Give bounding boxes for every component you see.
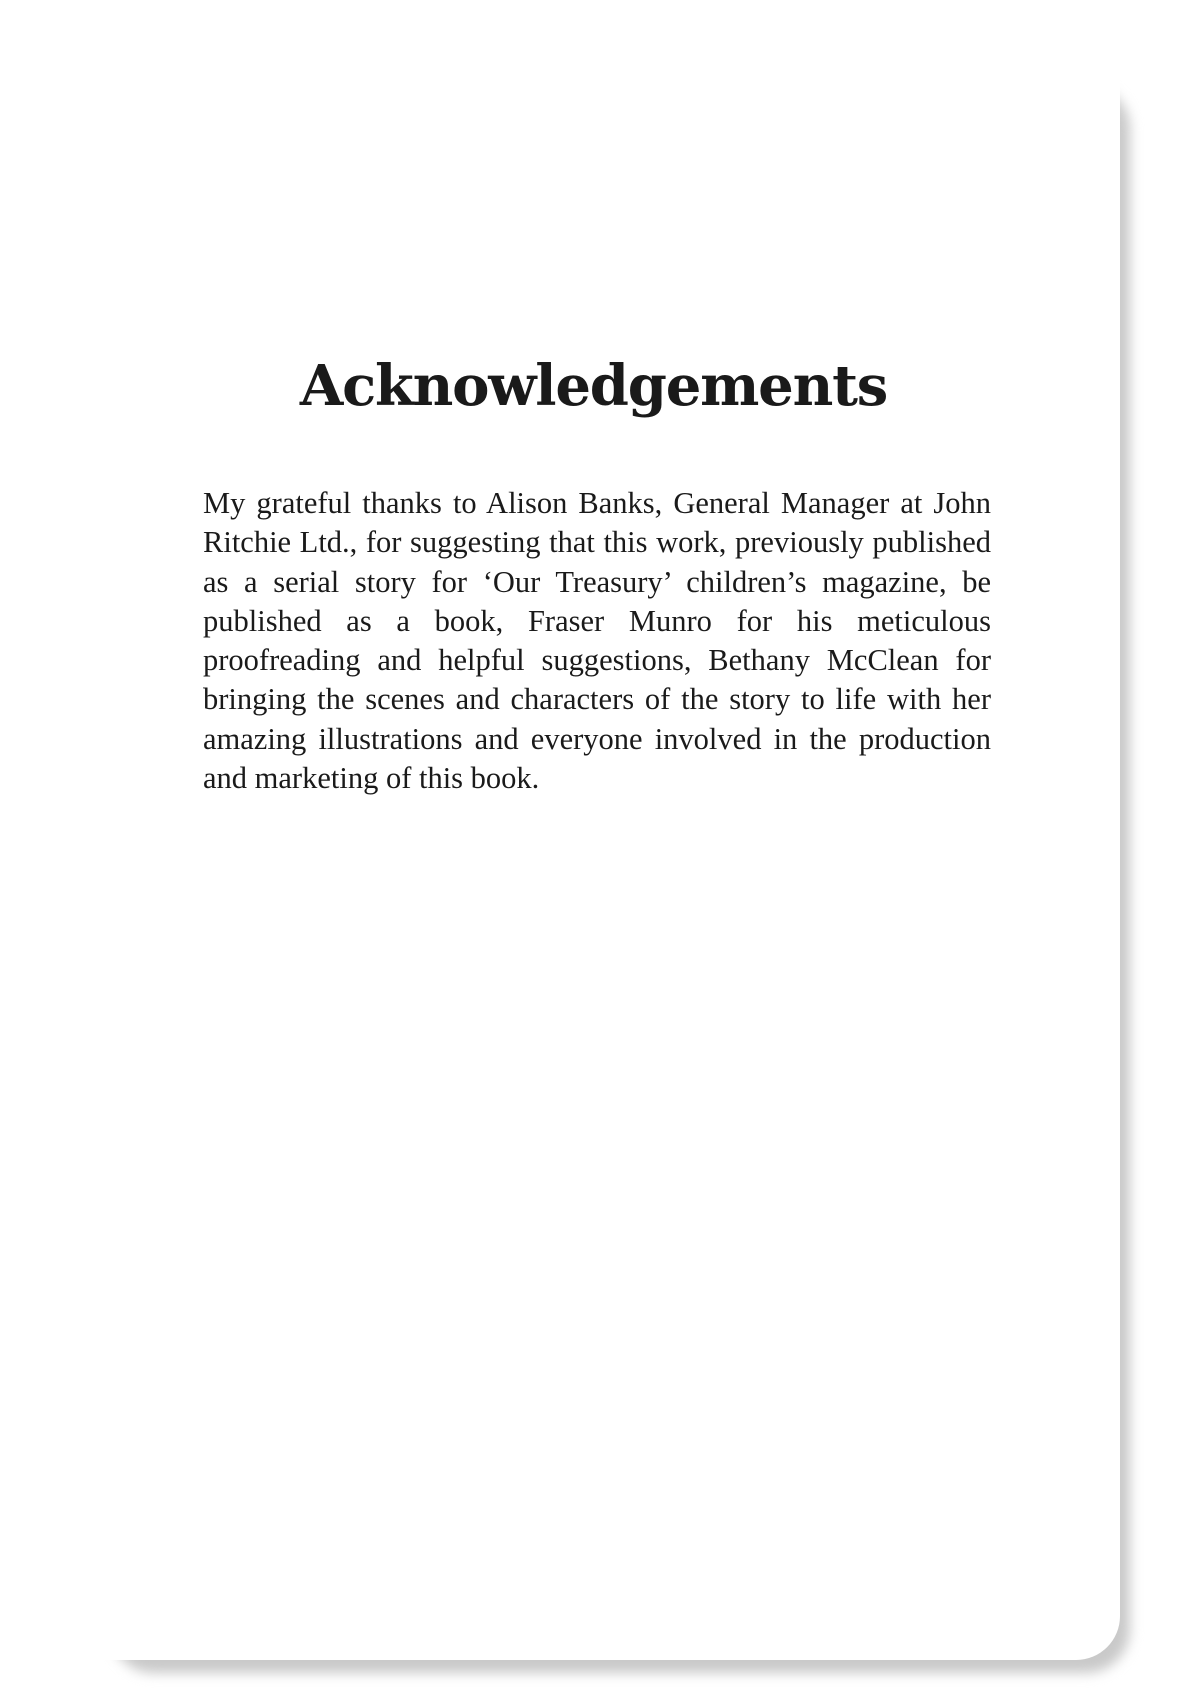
page-title: Acknowledgements (299, 353, 888, 419)
acknowledgements-paragraph: My grateful thanks to Alison Banks, General Manager at John Ritchie Ltd., for suggesting that this work, previously published as a serial story for ‘Our Treasury’ children’s magazine, be published as a book, Fraser Munro for his meticulous proofreading and helpful suggestions, Bethany McClean for bringing the scenes and characters of the story to life with her amazing illustrations and everyone involved in the production and marketing of this book. (203, 486, 991, 796)
